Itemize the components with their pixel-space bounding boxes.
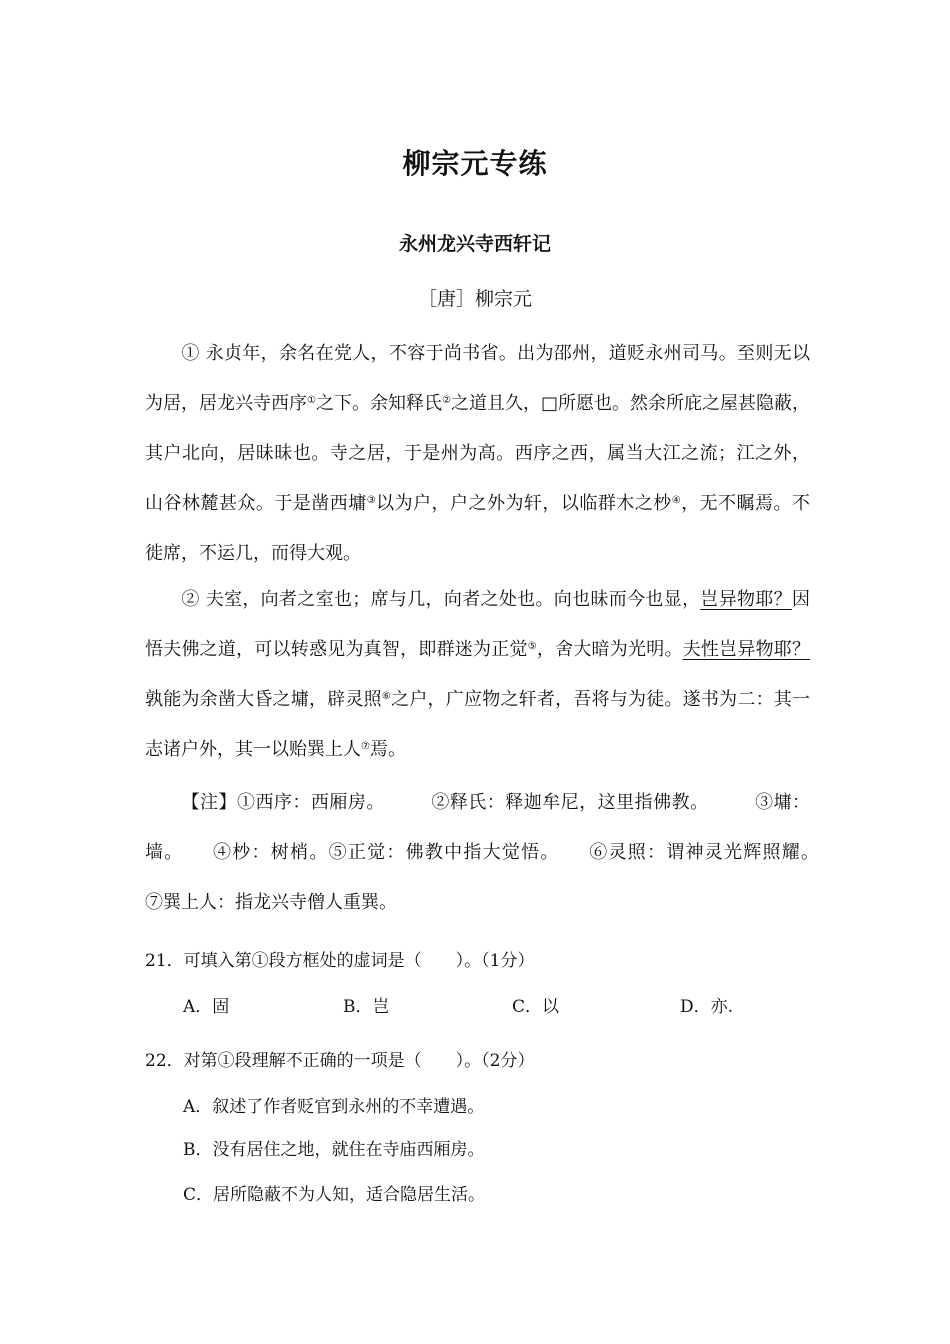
footnote-ref-7: ⑦ [361, 741, 370, 752]
underlined-sentence-1: 岂异物耶？ [700, 589, 793, 610]
footnote-ref-1: ① [307, 395, 316, 406]
question-21-stem: 21．可填入第①段方框处的虚词是（ ）。（1分） [145, 951, 535, 971]
footnote-ref-4: ④ [671, 495, 682, 506]
q21-option-b: B．岂 [343, 997, 390, 1017]
q21-option-d: D．亦. [680, 997, 734, 1017]
paragraph-2: ② 夫室，向者之室也；席与几，向者之处也。向也昧而今也显，岂异物耶？因悟夫佛之道，可以转惑见为真智，即群迷为正觉⑤，舍大暗为光明。夫性岂异物耶？孰能为余凿大昏之墉，辟灵照⑥之户，广应物之轩者，吾将与为徒。遂书为二：其一志诸户外，其一以贻巽上人⑦焉。 [145, 589, 811, 760]
footnote-ref-3: ③ [366, 495, 377, 506]
text-author: ［唐］柳宗元 [417, 288, 532, 310]
page-title: 柳宗元专练 [402, 147, 548, 180]
footnote-ref-2: ② [442, 395, 451, 406]
annotations: 【注】①西序：西厢房。 ②释氏：释迦牟尼，这里指佛教。 ③墉：墙。 ④杪：树梢。⑤正觉：佛教中指大觉悟。 ⑥灵照：谓神灵光辉照耀。 ⑦巽上人：指龙兴寺僧人重巽。 [145, 792, 811, 913]
q22-option-c: C．居所隐蔽不为人知，适合隐居生活。 [183, 1185, 486, 1205]
question-22-stem: 22．对第①段理解不正确的一项是（ ）。（2分） [145, 1051, 535, 1071]
underlined-sentence-2: 夫性岂异物耶？ [682, 639, 811, 660]
footnote-ref-6: ⑥ [381, 691, 392, 702]
q21-option-a: A．固 [183, 997, 230, 1017]
notes-label: 【注】 [181, 792, 237, 813]
text-title: 永州龙兴寺西轩记 [398, 233, 551, 255]
q22-option-b: B．没有居住之地，就住在寺庙西厢房。 [183, 1140, 485, 1160]
footnote-ref-5: ⑤ [527, 641, 537, 652]
paragraph-1: ① 永贞年，余名在党人，不容于尚书省。出为邵州，道贬永州司马。至则无以为居，居龙兴寺西序①之下。余知释氏②之道且久，□所愿也。然余所庇之屋甚隐蔽，其户北向，居昧昧也。寺之居，于是州为高。西序之西，属当大江之流；江之外，山谷林麓甚众。于是凿西墉③以为户，户之外为轩，以临群木之杪④，无不瞩焉。不徙席，不运几，而得大观。 [145, 343, 811, 564]
q22-option-a: A．叙述了作者贬官到永州的不幸遭遇。 [183, 1097, 485, 1117]
q21-option-c: C．以 [512, 997, 560, 1017]
